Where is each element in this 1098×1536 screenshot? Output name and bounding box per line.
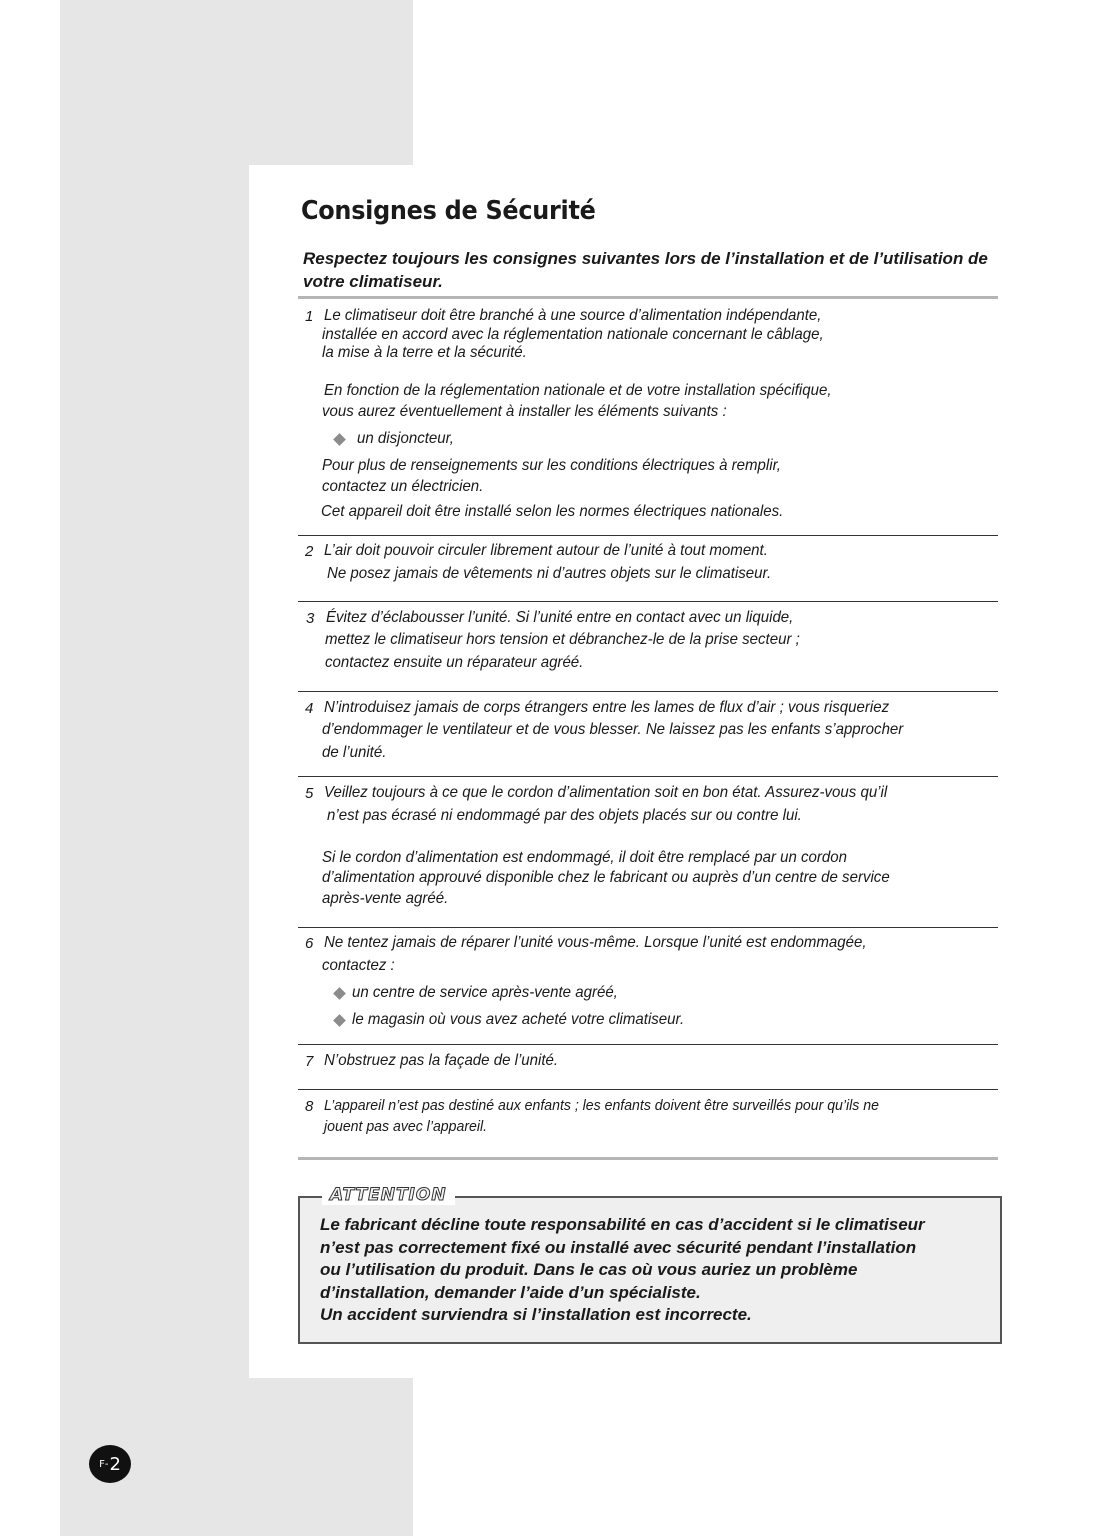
item-divider [298, 601, 998, 602]
page-number-badge [89, 1445, 131, 1483]
item-line: mettez le climatiseur hors tension et débranchez-le de la prise secteur ; [325, 631, 800, 648]
item-line: Si le cordon d’alimentation est endommagé, il doit être remplacé par un cordon [322, 849, 848, 866]
item-number: 7 [305, 1053, 314, 1070]
item-number: 4 [305, 700, 314, 717]
item-line: L’appareil n’est pas destiné aux enfants ; les enfants doivent être surveillés pour qu’ils ne [324, 1097, 879, 1114]
item-line: Évitez d’éclabousser l’unité. Si l’unité entre en contact avec un liquide, [326, 609, 794, 626]
item-line: vous aurez éventuellement à installer les éléments suivants : [322, 403, 727, 420]
item-line: jouent pas avec l’appareil. [324, 1118, 488, 1135]
attention-text: Le fabricant décline toute responsabilité en cas d’accident si le climatiseur n’est pas correctement fixé ou installé avec sécurité pendant l’installation ou l’utilisation du produit. Dans le cas où vous auriez un problème d’installation, demander l’aide d’un spécialiste. Un accident surviendra si l’installation est incorrecte. [320, 1215, 925, 1324]
item-number: 5 [305, 785, 314, 802]
bottom-divider [298, 1157, 998, 1160]
item-divider [298, 927, 998, 928]
item-line: d’endommager le ventilateur et de vous blesser. Ne laissez pas les enfants s’approcher [322, 721, 904, 738]
attention-label: ATTENTION [322, 1185, 455, 1205]
item-divider [298, 776, 998, 777]
item-line: L’air doit pouvoir circuler librement autour de l’unité à tout moment. [324, 542, 768, 559]
item-line: la mise à la terre et la sécurité. [322, 344, 527, 361]
item-line: de l’unité. [322, 744, 387, 761]
item-divider [298, 1089, 998, 1090]
item-number: 8 [305, 1098, 314, 1115]
item-line: Cet appareil doit être installé selon les normes électriques nationales. [321, 503, 784, 520]
page-prefix: F- [99, 1458, 109, 1470]
item-line: Pour plus de renseignements sur les conditions électriques à remplir, [322, 457, 781, 474]
item-line: contactez un électricien. [322, 478, 484, 495]
item-line: Le climatiseur doit être branché à une source d’alimentation indépendante, [324, 307, 822, 324]
page-title: Consignes de Sécurité [301, 196, 596, 226]
item-line: contactez ensuite un réparateur agréé. [325, 654, 584, 671]
item-line: d’alimentation approuvé disponible chez le fabricant ou auprès d’un centre de service [322, 869, 890, 886]
item-number: 1 [305, 308, 314, 325]
item-line: contactez : [322, 957, 395, 974]
item-line: N’obstruez pas la façade de l’unité. [324, 1052, 559, 1069]
intro-text: Respectez toujours les consignes suivantes lors de l’installation et de l’utilisation de votre climatiseur. [303, 249, 988, 291]
item-number: 3 [306, 610, 315, 627]
item-line: Veillez toujours à ce que le cordon d’alimentation soit en bon état. Assurez-vous qu’il [324, 784, 888, 801]
item-line: Ne tentez jamais de réparer l’unité vous-même. Lorsque l’unité est endommagée, [324, 934, 867, 951]
item-divider [298, 691, 998, 692]
item-line: n’est pas écrasé ni endommagé par des objets placés sur ou contre lui. [327, 807, 802, 824]
item-line: N’introduisez jamais de corps étrangers entre les lames de flux d’air ; vous risqueriez [324, 699, 890, 716]
item-divider [298, 1044, 998, 1045]
bullet-text: un centre de service après-vente agréé, [352, 984, 618, 1001]
bullet-text: le magasin où vous avez acheté votre climatiseur. [352, 1011, 685, 1028]
item-divider [298, 535, 998, 536]
item-line: Ne posez jamais de vêtements ni d’autres objets sur le climatiseur. [327, 565, 772, 582]
top-divider [298, 296, 998, 299]
bullet-text: un disjoncteur, [357, 430, 454, 447]
item-line: En fonction de la réglementation nationale et de votre installation spécifique, [324, 382, 832, 399]
item-number: 6 [305, 935, 314, 952]
item-line: installée en accord avec la réglementation nationale concernant le câblage, [322, 326, 824, 343]
item-number: 2 [305, 543, 314, 560]
page-number: 2 [109, 1453, 121, 1475]
item-line: après-vente agréé. [322, 890, 449, 907]
